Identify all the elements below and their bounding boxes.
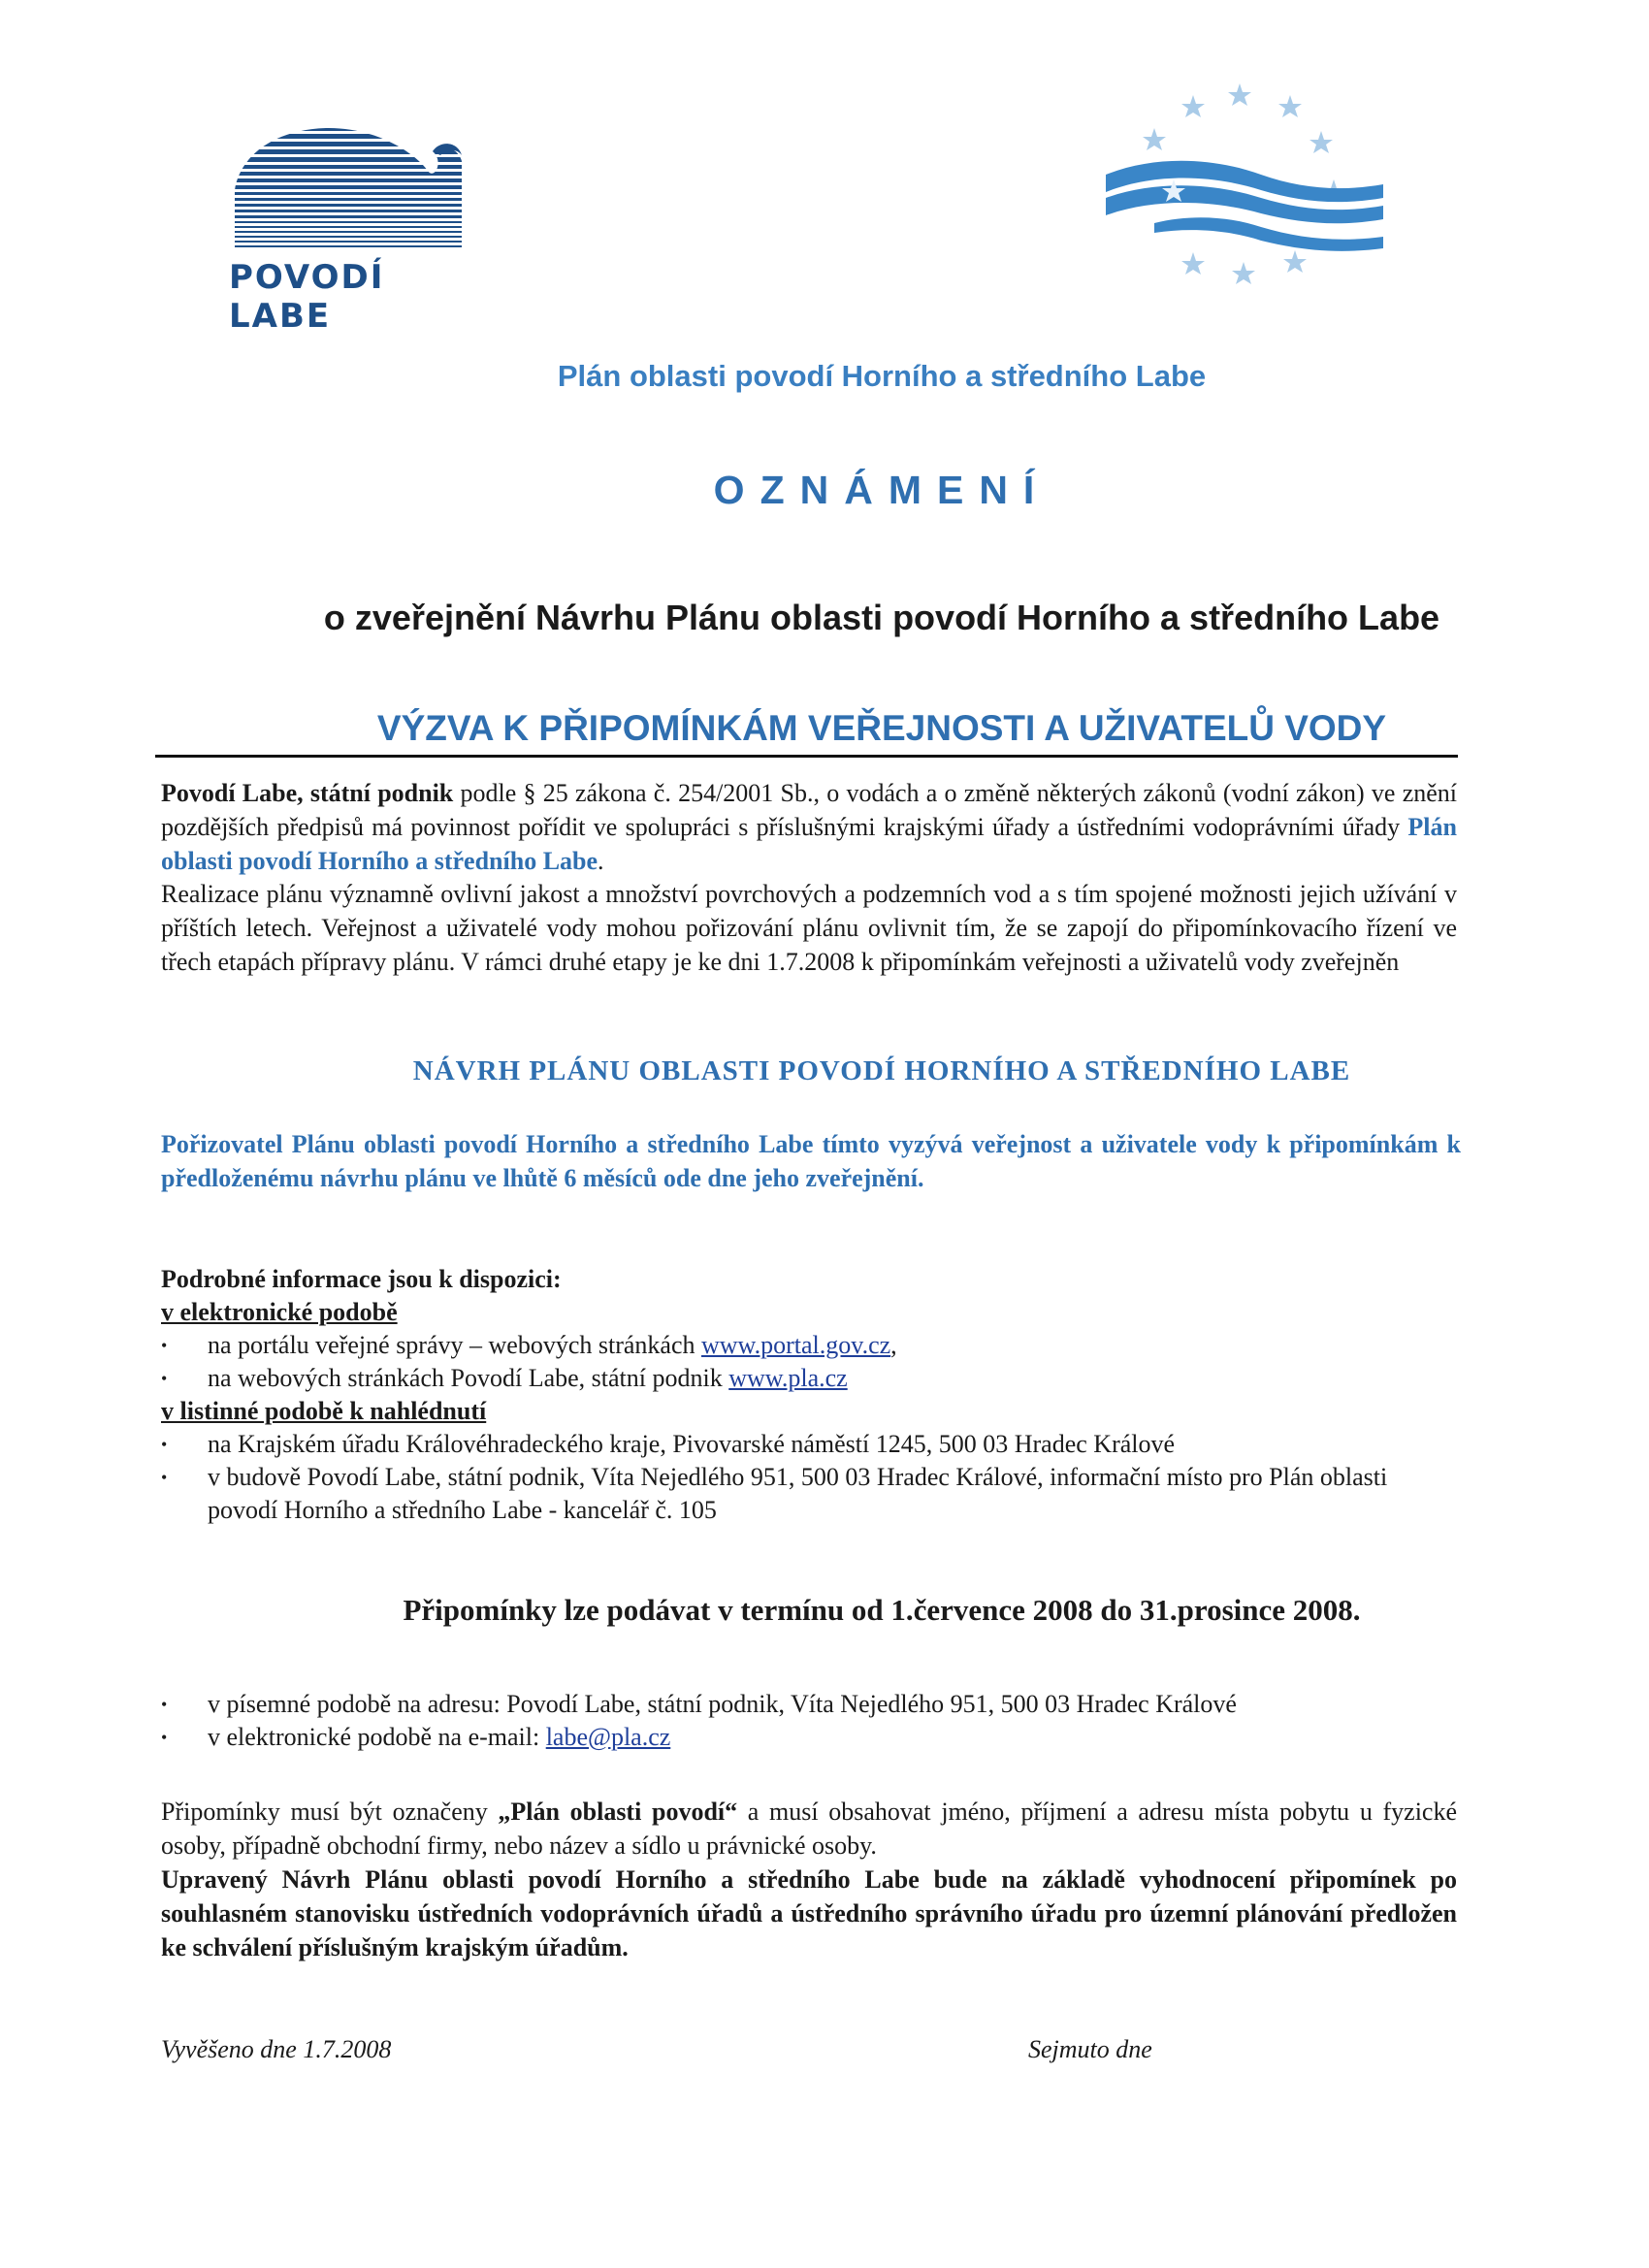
info-heading: Podrobné informace jsou k dispozici:	[161, 1265, 562, 1293]
navrh-heading: NÁVRH PLÁNU OBLASTI POVODÍ HORNÍHO A STŘEDNÍHO LABE	[412, 1055, 1351, 1086]
list-item-text: na webových stránkách Povodí Labe, státní podnik	[208, 1364, 729, 1392]
list-item-tail: ,	[890, 1331, 897, 1359]
deadline-text: Připomínky lze podávat v termínu od 1.července 2008 do 31.prosince 2008.	[403, 1593, 1361, 1627]
paper-heading: v listinné podobě k nahlédnutí	[161, 1397, 487, 1425]
posted-date: Vyvěšeno dne 1.7.2008	[161, 2035, 392, 2063]
final-paragraph-1	[161, 1795, 1457, 1863]
list-item	[161, 1721, 1461, 1754]
final-label: „Plán oblasti povodí“	[498, 1798, 738, 1826]
intro-paragraph-1	[161, 776, 1457, 878]
email-link[interactable]: labe@pla.cz	[545, 1723, 671, 1751]
removed-date: Sejmuto dne	[1028, 2035, 1152, 2063]
list-item: • v budově Povodí Labe, státní podnik, Víta Nejedlého 951, 500 03 Hradec Králové, informační místo pro Plán oblasti povodí Horního a středního Labe - kancelář č. 105	[161, 1461, 1461, 1527]
wave-logo-icon	[229, 122, 481, 253]
intro-paragraph-2: Realizace plánu významně ovlivní jakost a množství povrchových a podzemních vod a s tím spojené možnosti jejich užívání v příštích letech. Veřejnost a uživatelé vody mohou pořizování plánu ovlivnit tím, že se zapojí do připomínkovacího řízení ve třech etapách přípravy plánu. V rámci druhé etapy je ke dni 1.7.2008 k připomínkám veřejnosti a uživatelů vody zveřejněn	[161, 880, 1457, 976]
intro-period: .	[598, 847, 604, 875]
pla-link[interactable]: www.pla.cz	[728, 1364, 848, 1392]
final-paragraph-2: Upravený Návrh Plánu oblasti povodí Horního a středního Labe bude na základě vyhodnocení připomínek po souhlasném stanovisku ústředních vodoprávních úřadů a ústředního správního úřadu pro územní plánování předložen ke schválení příslušným krajským úřadům.	[161, 1865, 1457, 1961]
submit-section	[161, 1688, 1461, 1754]
submit-list	[161, 1688, 1461, 1754]
list-item: • v písemné podobě na adresu: Povodí Labe, státní podnik, Víta Nejedlého 951, 500 03 Hradec Králové	[161, 1688, 1461, 1721]
list-item-text: v elektronické podobě na e-mail:	[208, 1723, 546, 1751]
povodi-labe-logo-text: POVODÍ LABE	[229, 258, 385, 336]
heading-divider	[155, 755, 1458, 758]
plan-title: Plán oblasti povodí Horního a středního Labe	[557, 359, 1207, 393]
paper-list	[161, 1428, 1461, 1527]
final-text-start: Připomínky musí být označeny	[161, 1798, 499, 1826]
stars-wave-icon	[1096, 78, 1387, 291]
oznameni-heading: OZNÁMENÍ	[713, 468, 1051, 512]
final-text-end: a musí obsahovat jméno, příjmení a adresu místa pobytu u fyzické osoby, případně obchodní firmy, nebo název a sídlo u právnické osoby.	[161, 1798, 1457, 1860]
final-section	[161, 1795, 1457, 1964]
eu-water-logo	[1096, 78, 1387, 291]
intro-legal-text: podle § 25 zákona č. 254/2001 Sb., o vodách a o změně některých zákonů (vodní zákon) ve znění pozdějších předpisů má povinnost pořídit ve spolupráci s příslušnými krajskými úřady a ústředními vodoprávními úřady	[161, 779, 1457, 841]
list-item	[161, 1362, 1461, 1395]
portal-link[interactable]: www.portal.gov.cz	[700, 1331, 891, 1359]
list-item: • na Krajském úřadu Královéhradeckého kraje, Pivovarské náměstí 1245, 500 03 Hradec Králové	[161, 1428, 1461, 1461]
announcement-subtitle: o zveřejnění Návrhu Plánu oblasti povodí Horního a středního Labe	[323, 598, 1440, 637]
povodi-labe-logo	[229, 122, 481, 336]
intro-plan-name: Plán oblasti povodí Horního a středního Labe	[161, 813, 1457, 875]
list-item	[161, 1329, 1461, 1362]
electronic-list	[161, 1329, 1461, 1395]
list-item-text: na portálu veřejné správy – webových stránkách	[208, 1331, 701, 1359]
call-for-comments-heading: VÝZVA K PŘIPOMÍNKÁM VEŘEJNOSTI A UŽIVATELŮ VODY	[376, 708, 1387, 748]
porizovatel-paragraph: Pořizovatel Plánu oblasti povodí Horního a středního Labe tímto vyzývá veřejnost a uživatele vody k připomínkám k předloženému návrhu plánu ve lhůtě 6 měsíců ode dne jeho zveřejnění.	[161, 1130, 1461, 1192]
info-section	[161, 1263, 1461, 1527]
electronic-heading: v elektronické podobě	[161, 1298, 398, 1326]
intro-org-name: Povodí Labe, státní podnik	[161, 779, 454, 807]
